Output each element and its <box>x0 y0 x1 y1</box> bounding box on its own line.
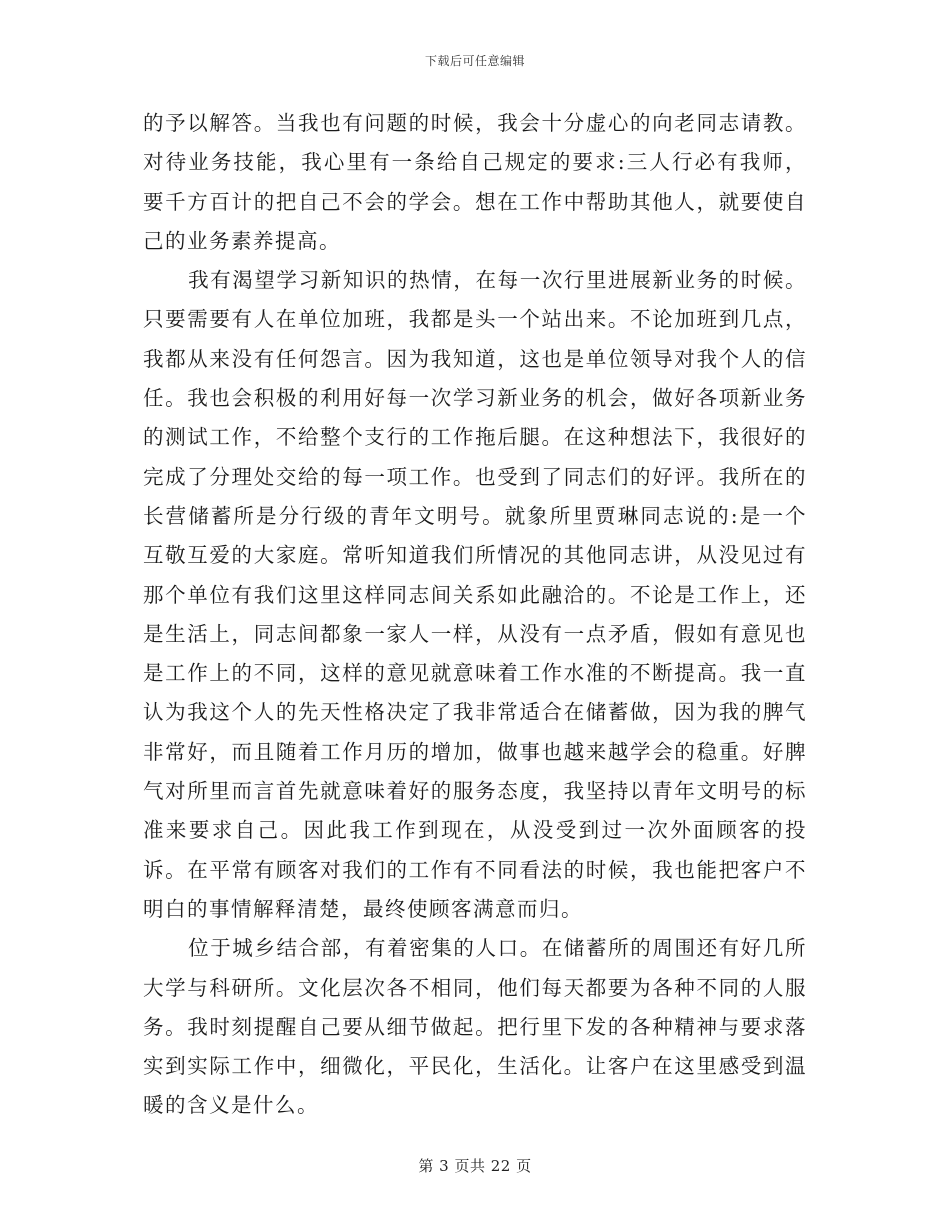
paragraph-1: 的予以解答。当我也有问题的时候，我会十分虚心的向老同志请教。对待业务技能，我心里有一条给自己规定的要求:三人行必有我师，要千方百计的把自己不会的学会。想在工作中帮助其他人，就要使自己的业务素养提高。 <box>143 111 807 253</box>
paragraph-2: 我有渴望学习新知识的热情，在每一次行里进展新业务的时候。只要需要有人在单位加班，我都是头一个站出来。不论加班到几点，我都从来没有任何怨言。因为我知道，这也是单位领导对我个人的信任。我也会积极的利用好每一次学习新业务的机会，做好各项新业务的测试工作，不给整个支行的工作拖后腿。在这种想法下，我很好的完成了分理处交给的每一项工作。也受到了同志们的好评。我所在的长营储蓄所是分行级的青年文明号。就象所里贾琳同志说的:是一个互敬互爱的大家庭。常听知道我们所情况的其他同志讲，从没见过有那个单位有我们这里这样同志间关系如此融洽的。不论是工作上，还是生活上，同志间都象一家人一样，从没有一点矛盾，假如有意见也是工作上的不同，这样的意见就意味着工作水准的不断提高。我一直认为我这个人的先天性格决定了我非常适合在储蓄做，因为我的脾气非常好，而且随着工作月历的增加，做事也越来越学会的稳重。好脾气对所里而言首先就意味着好的服务态度，我坚持以青年文明号的标准来要求自己。因此我工作到现在，从没受到过一次外面顾客的投诉。在平常有顾客对我们的工作有不同看法的时候，我也能把客户不明白的事情解释清楚，最终使顾客满意而归。 <box>143 268 807 921</box>
page-number: 第 3 页共 22 页 <box>418 1157 532 1175</box>
document-body <box>143 104 807 1126</box>
page-header: 下载后可任意编辑 <box>424 54 525 68</box>
paragraph-3: 位于城乡结合部，有着密集的人口。在储蓄所的周围还有好几所大学与科研所。文化层次各不相同，他们每天都要为各种不同的人服务。我时刻提醒自己要从细节做起。把行里下发的各种精神与要求落实到实际工作中，细微化，平民化，生活化。让客户在这里感受到温暖的含义是什么。 <box>143 936 807 1118</box>
